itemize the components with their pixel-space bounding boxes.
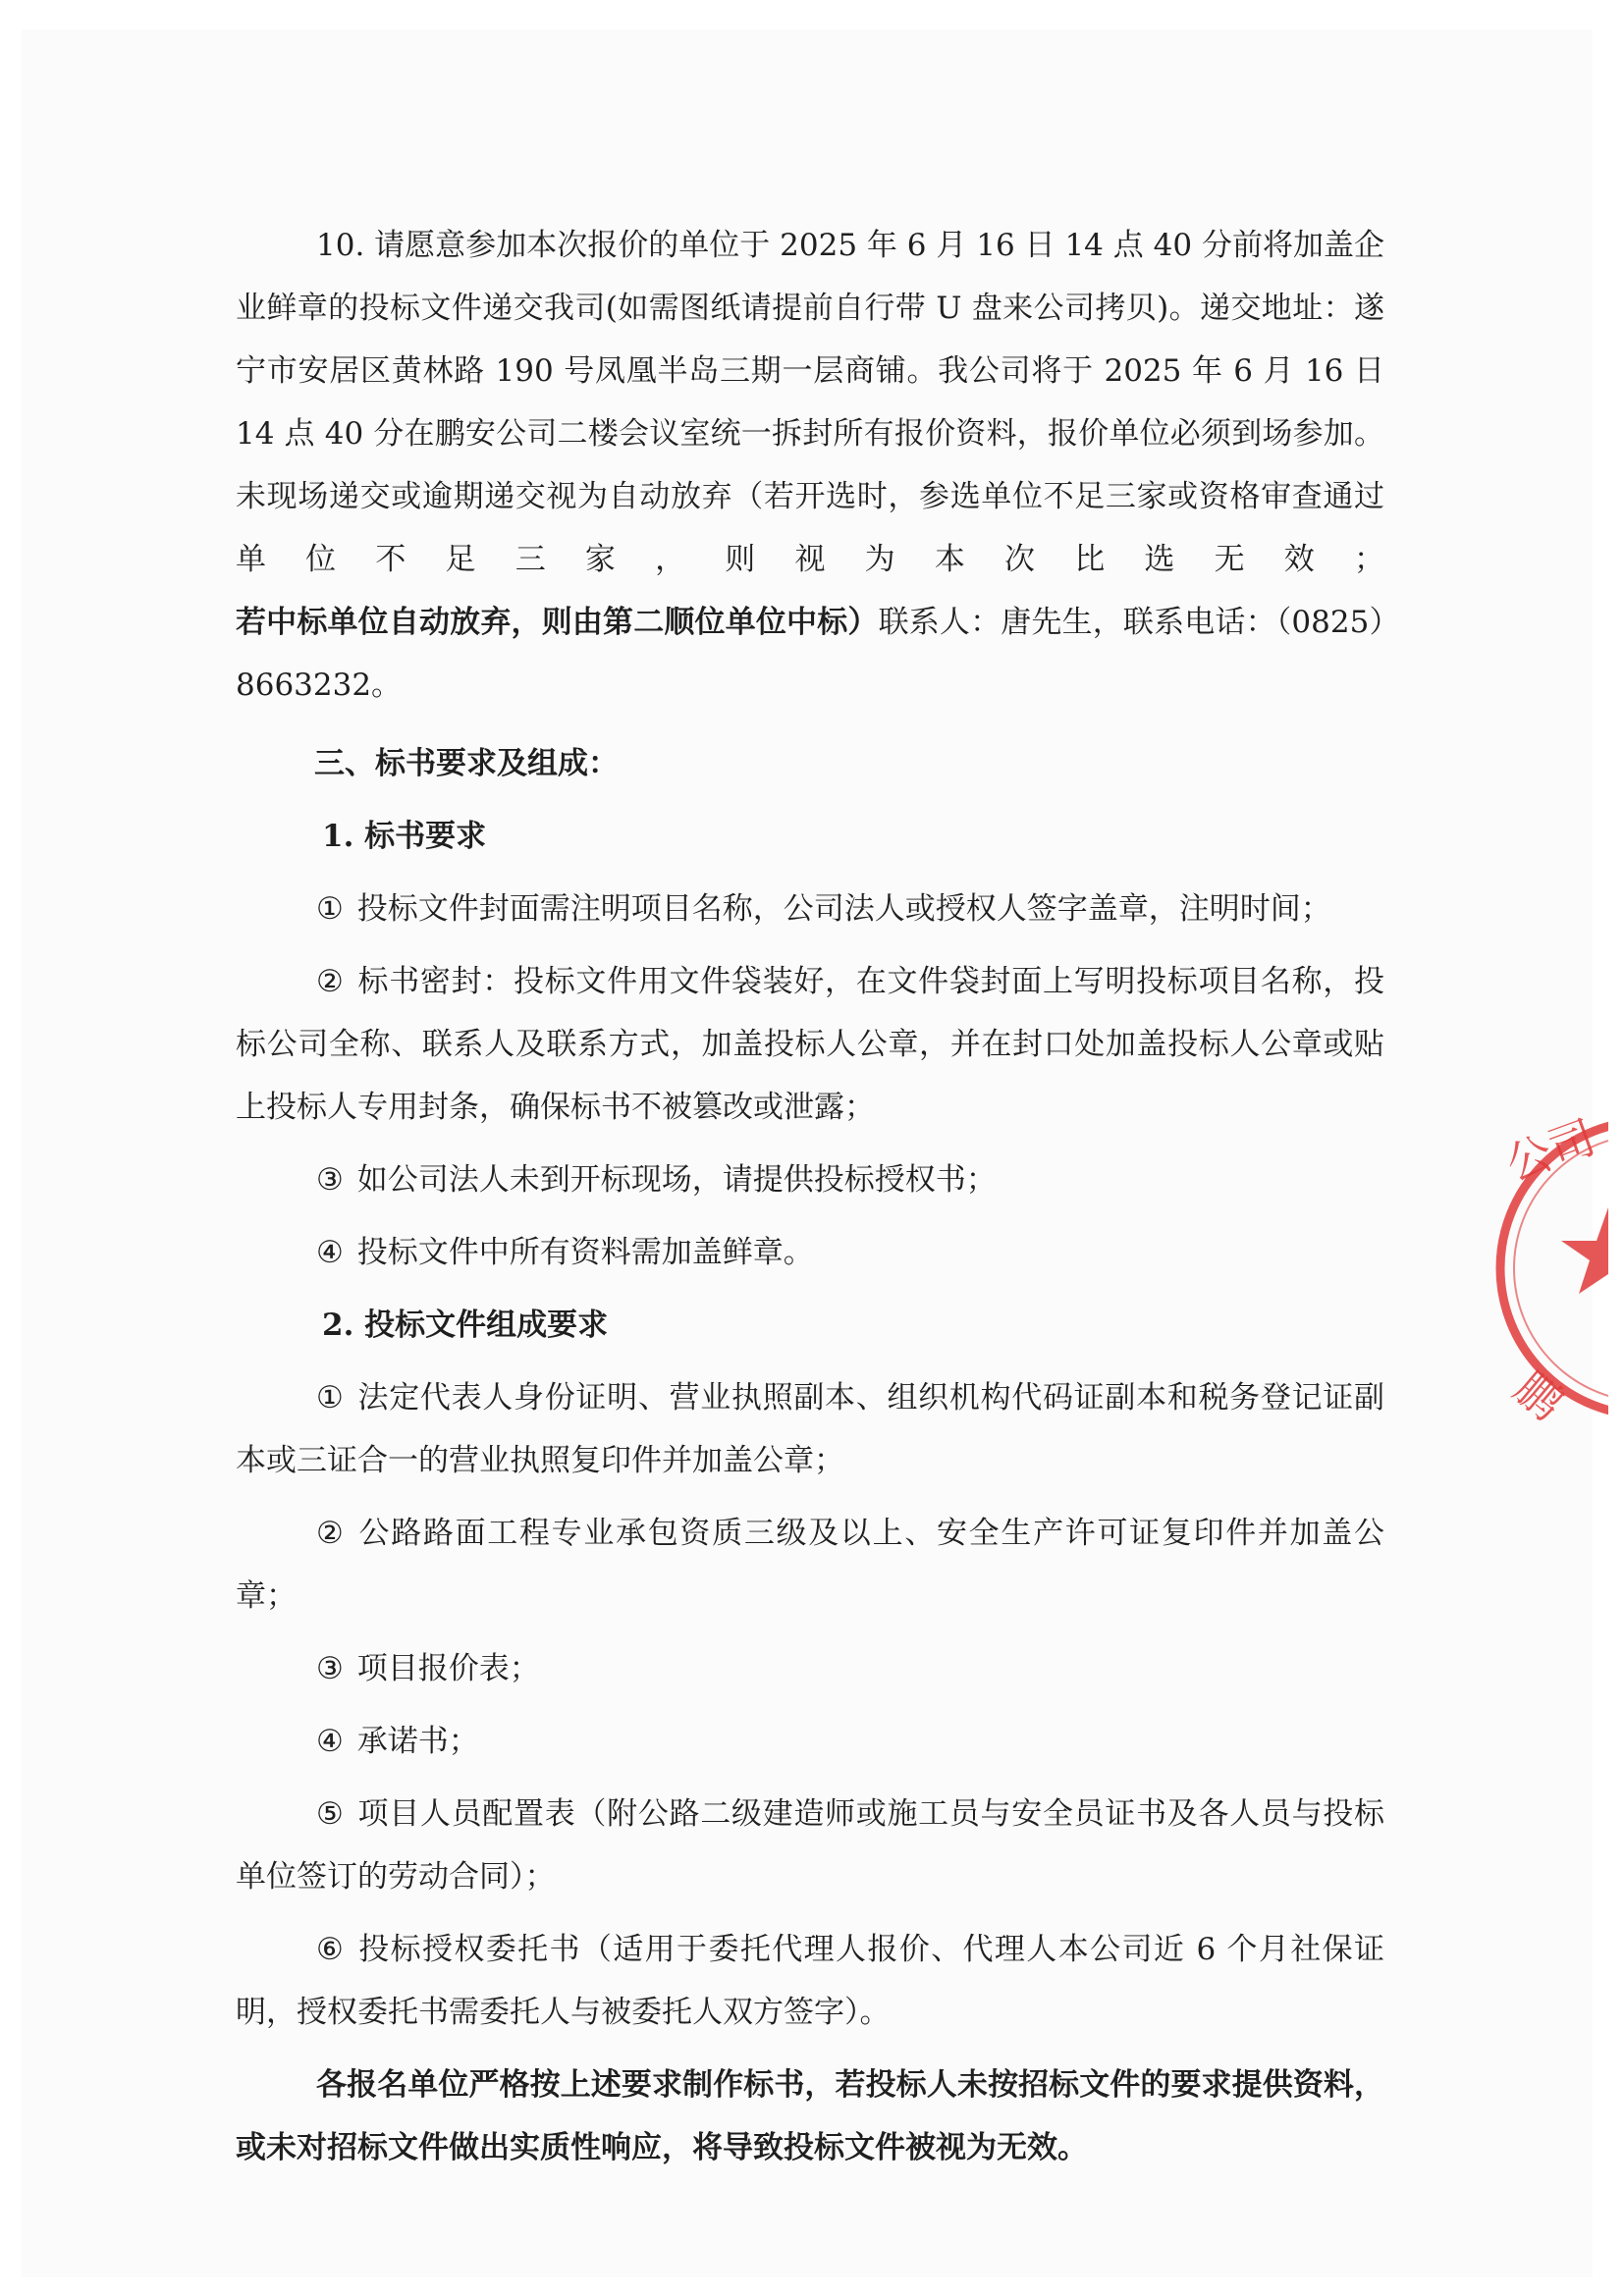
item-text: 投标文件封面需注明项目名称，公司法人或授权人签字盖章，注明时间； xyxy=(356,891,1331,927)
subsection-2-list xyxy=(236,1366,1384,2044)
item-marker: ② xyxy=(316,964,345,999)
item-marker: ④ xyxy=(316,1724,344,1759)
item-marker: ⑥ xyxy=(316,1932,346,1967)
item-marker: ① xyxy=(316,891,344,927)
paragraph-10 xyxy=(236,214,1384,717)
list-item xyxy=(236,1637,1384,1700)
svg-text:鹏: 鹏 xyxy=(1504,1361,1574,1431)
item-text: 承诺书； xyxy=(356,1724,479,1759)
closing-paragraph: 各报名单位严格按上述要求制作标书，若投标人未按招标文件的要求提供资料，或未对招标文件做出实质性响应，将导致投标文件被视为无效。 xyxy=(236,2067,1384,2165)
seal-icon xyxy=(1481,1092,1608,1445)
item-text: 项目报价表； xyxy=(356,1651,540,1686)
subsection-1-list xyxy=(236,878,1384,1284)
item-marker: ③ xyxy=(316,1162,344,1198)
item-marker: ② xyxy=(316,1516,346,1551)
list-item xyxy=(236,1918,1384,2044)
svg-text:公司: 公司 xyxy=(1498,1110,1602,1192)
item-marker: ⑤ xyxy=(316,1796,345,1832)
subsection-1-title: 1. 标书要求 xyxy=(322,819,487,854)
section-3-title: 三、标书要求及组成： xyxy=(314,746,619,781)
document-body xyxy=(236,214,1384,2179)
item-marker: ① xyxy=(316,1380,345,1415)
list-item xyxy=(236,1148,1384,1211)
item-text: 如公司法人未到开标现场，请提供投标授权书； xyxy=(356,1162,997,1198)
company-seal xyxy=(1481,1092,1608,1445)
list-item xyxy=(236,1221,1384,1284)
item-text: 投标授权委托书（适用于委托代理人报价、代理人本公司近 6 个月社保证明，授权委托书需委托人与被委托人双方签字）。 xyxy=(236,1932,1384,2030)
item-text: 投标文件中所有资料需加盖鲜章。 xyxy=(356,1235,814,1270)
list-item xyxy=(236,878,1384,940)
paragraph-10-text: 10. 请愿意参加本次报价的单位于 2025 年 6 月 16 日 14 点 40 分前将加盖企业鲜章的投标文件递交我司(如需图纸请提前自行带 U 盘来公司拷贝)。递交地址：遂宁市安居区黄林路 190 号凤凰半岛三期一层商铺。我公司将于 2025 年 6 月 16 日 14 点 40 分在鹏安公司二楼会议室统一拆封所有报价资料，报价单位必须到场参加。未现场递交或逾期递交视为自动放弃（若开选时，参选单位不足三家或资格审查通过单位不足三家，则视为本次比选无效； xyxy=(236,228,1384,577)
subsection-2-title: 2. 投标文件组成要求 xyxy=(322,1308,609,1343)
item-marker: ④ xyxy=(316,1235,344,1270)
item-text: 标书密封：投标文件用文件袋装好，在文件袋封面上写明投标项目名称，投标公司全称、联系人及联系方式，加盖投标人公章，并在封口处加盖投标人公章或贴上投标人专用封条，确保标书不被篡改或泄露； xyxy=(236,964,1384,1125)
paragraph-10-contact: 联系人：唐先生，联系电话：（0825）8663232。 xyxy=(236,605,1384,703)
paragraph-10-bold-text: 若中标单位自动放弃，则由第二顺位单位中标） xyxy=(236,605,879,640)
list-item xyxy=(236,1366,1384,1492)
item-text: 项目人员配置表（附公路二级建造师或施工员与安全员证书及各人员与投标单位签订的劳动合同）； xyxy=(236,1796,1384,1895)
item-text: 法定代表人身份证明、营业执照副本、组织机构代码证副本和税务登记证副本或三证合一的营业执照复印件并加盖公章； xyxy=(236,1380,1384,1478)
item-text: 公路路面工程专业承包资质三级及以上、安全生产许可证复印件并加盖公章； xyxy=(236,1516,1385,1614)
list-item xyxy=(236,1502,1384,1628)
list-item xyxy=(236,950,1384,1139)
list-item xyxy=(236,1783,1384,1908)
list-item xyxy=(236,1710,1384,1773)
item-marker: ③ xyxy=(316,1651,344,1686)
